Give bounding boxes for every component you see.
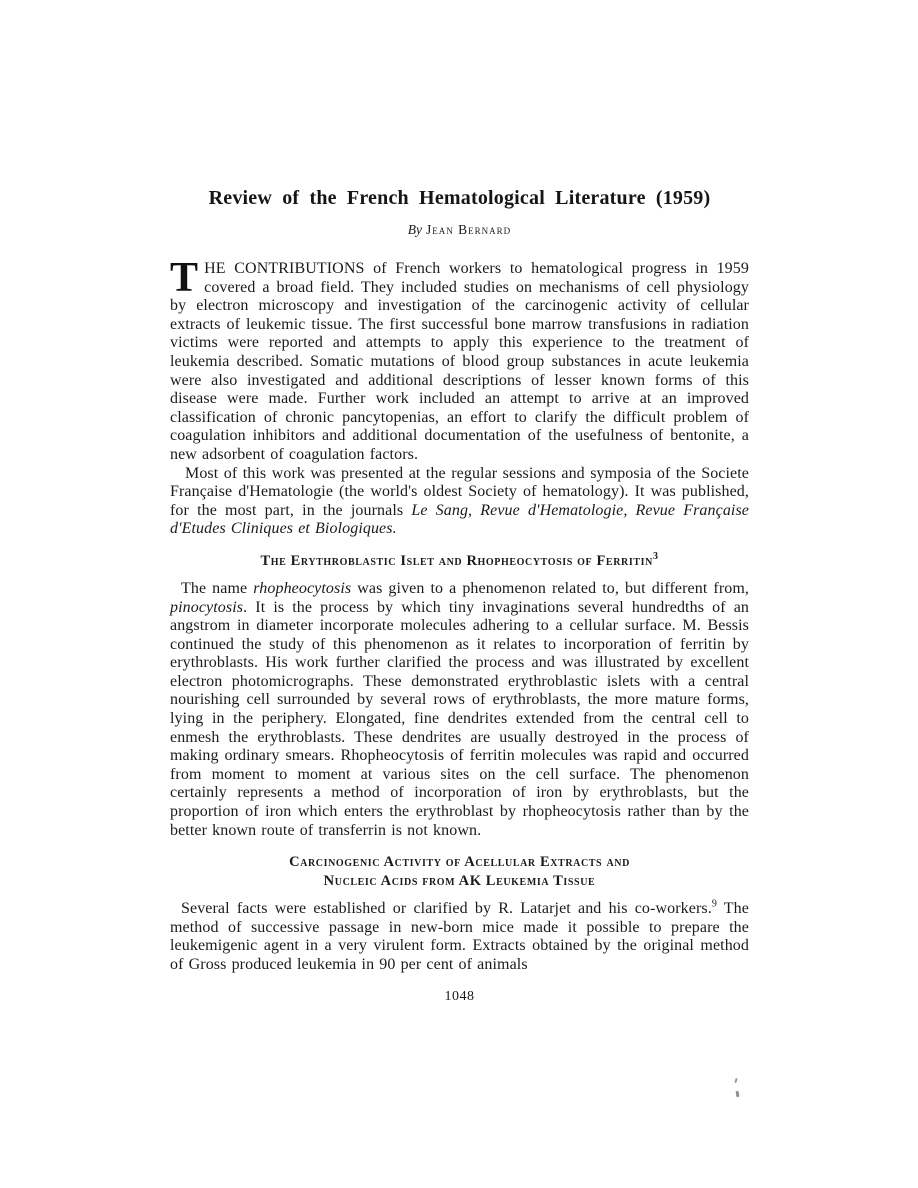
byline-author: Jean Bernard (426, 222, 512, 237)
journal-page (170, 186, 749, 1005)
paragraph-latarjet-extracts: Several facts were established or clarified by R. Latarjet and his co-workers.$^9$ The method of successive passage in new-born mice made it possible to prepare the leukemigenic agent in a very virulent form. Extracts obtained by the original method of Gross produced leukemia in 90 per cent of animals (170, 898, 749, 973)
dropcap-letter: T (170, 255, 199, 301)
paragraph-rhopheocytosis: The name rhopheocytosis was given to a phenomenon related to, but different from, pinocytosis. It is the process by which tiny invaginations several hundredths of an angstrom in diameter incorporate molecules adhering to a cellular surface. M. Bessis continued the study of this phenomenon as it relates to incorporation of ferritin by erythroblasts. His work further clarified the process and was illustrated by excellent electron photomicrographs. These demonstrated erythroblastic islets with a central nourishing cell surrounded by several rows of erythroblasts, the more mature forms, lying in the periphery. Elongated, fine dendrites extended from the central cell to enmesh the erythroblasts. These dendrites are usually destroyed in the process of making ordinary smears. Rhopheocytosis of ferritin molecules was rapid and occurred from moment to moment at various sites on the cell surface. The phenomenon certainly represents a method of incorporation of iron by erythroblasts, but the proportion of iron which enters the erythroblast by rhopheocytosis rather than by the better known route of transferrin is not known. (170, 579, 749, 839)
scan-speck (734, 1078, 737, 1083)
paragraph-intro-text: HE CONTRIBUTIONS of French workers to hematological progress in 1959 covered a broad field. They included studies on mechanisms of cell physiology by electron microscopy and investigation of the carcinogenic activity of cellular extracts of leukemic tissue. The first successful bone marrow transfusions in radiation victims were reported and attempts to apply this experience to the treatment of leukemia described. Somatic mutations of blood group substances in acute leukemia were also investigated and additional descriptions of lesser known forms of this disease were made. Further work included an attempt to arrive at an improved classification of chronic pancytopenias, an effort to clarify the difficult problem of coagulation inhibitors and additional documentation of the usefulness of bentonite, a new adsorbent of coagulation factors. (170, 260, 749, 463)
paragraph-publication: Most of this work was presented at the regular sessions and symposia of the Societe Française d'Hematologie (the world's oldest Society of hematology). It was published, for the most part, in the journals Le Sang, Revue d'Hematologie, Revue Française d'Etudes Cliniques et Biologiques. (170, 464, 749, 538)
page-number: 1048 (444, 988, 475, 1004)
scan-speck (736, 1091, 740, 1097)
article-title: Review of the French Hematological Literature (1959) (208, 187, 711, 209)
section-heading-erythroblastic-islet: The Erythroblastic Islet and Rhopheocytosis of Ferritin$^3$ (260, 551, 659, 569)
byline (170, 221, 749, 238)
paragraph-intro (170, 255, 749, 465)
scan-artifact (733, 1078, 743, 1100)
byline-prefix: By (407, 222, 423, 237)
section-heading-carcinogenic-activity (170, 853, 749, 891)
section-heading-line-2: Nucleic Acids from AK Leukemia Tissue (323, 873, 596, 890)
section-heading-line-1: Carcinogenic Activity of Acellular Extracts and (289, 854, 630, 871)
